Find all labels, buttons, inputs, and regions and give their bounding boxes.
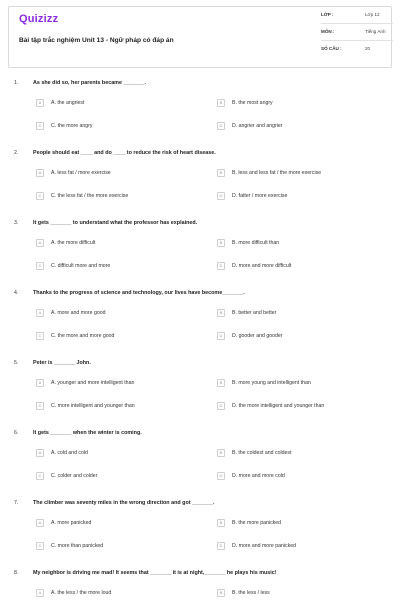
option-letter-box[interactable]: C <box>36 332 44 340</box>
meta-label: LỚP : <box>321 12 334 17</box>
option-letter-box[interactable]: B <box>217 449 225 457</box>
option-text: B. the most angry <box>232 100 273 106</box>
option-text: A. the more difficult <box>51 240 96 246</box>
option-letter-box[interactable]: A <box>36 589 44 597</box>
option-text: B. the coldest and coldest <box>232 450 292 456</box>
option-letter-box[interactable]: A <box>36 99 44 107</box>
option-text: A. younger and more intelligent than <box>51 380 135 386</box>
option-letter-box[interactable]: D <box>217 122 225 130</box>
quizizz-logo: Quizizz <box>19 13 59 25</box>
option-text: D. angrier and angrier <box>232 123 283 129</box>
question-text: People should eat ____ and do ____ to reduce the risk of heart disease. <box>33 150 216 156</box>
option-letter-box[interactable]: D <box>217 542 225 550</box>
option-text: B. more young and intelligent than <box>232 380 311 386</box>
option-letter-box[interactable]: D <box>217 402 225 410</box>
worksheet-header <box>8 6 392 68</box>
option-letter-box[interactable]: C <box>36 402 44 410</box>
meta-row-grade <box>321 7 393 24</box>
option-letter-box[interactable]: B <box>217 99 225 107</box>
option-letter-box[interactable]: D <box>217 262 225 270</box>
question-number: 8. <box>14 570 19 576</box>
meta-table <box>321 7 393 67</box>
option-letter-box[interactable]: A <box>36 449 44 457</box>
option-letter-box[interactable]: B <box>217 519 225 527</box>
question-number: 2. <box>14 150 19 156</box>
question-text: The climber was seventy miles in the wrong direction and got _______. <box>33 500 215 506</box>
option-letter-box[interactable]: B <box>217 589 225 597</box>
option-letter-box[interactable]: C <box>36 542 44 550</box>
question-number: 5. <box>14 360 19 366</box>
option-letter-box[interactable]: B <box>217 309 225 317</box>
option-text: A. more and more good <box>51 310 106 316</box>
option-text: D. more and more cold <box>232 473 285 479</box>
question-text: Peter is _______ John. <box>33 360 91 366</box>
option-text: C. more intelligent and younger than <box>51 403 135 409</box>
option-letter-box[interactable]: A <box>36 309 44 317</box>
option-letter-box[interactable]: C <box>36 262 44 270</box>
option-text: C. difficult more and more <box>51 263 111 269</box>
meta-row-count <box>321 41 393 58</box>
option-letter-box[interactable]: D <box>217 472 225 480</box>
question-number: 4. <box>14 290 19 296</box>
option-text: D. gooder and gooder <box>232 333 283 339</box>
option-text: D. more and more difficult <box>232 263 292 269</box>
option-letter-box[interactable]: B <box>217 379 225 387</box>
option-text: A. less fat / more exercise <box>51 170 111 176</box>
meta-value: Tiếng Anh <box>365 29 386 34</box>
option-letter-box[interactable]: C <box>36 122 44 130</box>
option-text: C. colder and colder <box>51 473 98 479</box>
question-text: As she did so, her parents became _______. <box>33 80 146 86</box>
meta-value: 20 <box>365 46 371 51</box>
question-text: It gets _______ to understand what the professor has explained. <box>33 220 198 226</box>
option-text: A. cold and cold <box>51 450 88 456</box>
question-number: 7. <box>14 500 19 506</box>
option-text: A. the less / the more loud <box>51 590 112 596</box>
option-letter-box[interactable]: D <box>217 332 225 340</box>
question-text: My neighbor is driving me mad! It seems that _______ it is at night,_______ he plays his music! <box>33 570 277 576</box>
option-text: D. more and more panicked <box>232 543 297 549</box>
option-letter-box[interactable]: D <box>217 192 225 200</box>
option-letter-box[interactable]: C <box>36 192 44 200</box>
option-text: C. more than panicked <box>51 543 104 549</box>
option-text: C. the more angry <box>51 123 93 129</box>
question-number: 3. <box>14 220 19 226</box>
option-text: B. more difficult than <box>232 240 280 246</box>
option-text: B. better and better <box>232 310 277 316</box>
question-number: 1. <box>14 80 19 86</box>
question-text: It gets _______ when the winter is coming. <box>33 430 142 436</box>
meta-row-subject <box>321 24 393 41</box>
option-text: B. less and less fat / the more exercise <box>232 170 322 176</box>
option-letter-box[interactable]: A <box>36 519 44 527</box>
meta-label: MÔN : <box>321 29 335 34</box>
option-letter-box[interactable]: C <box>36 472 44 480</box>
option-letter-box[interactable]: A <box>36 379 44 387</box>
option-text: B. the less / less <box>232 590 270 596</box>
option-letter-box[interactable]: A <box>36 169 44 177</box>
meta-value: Lớp 12 <box>365 12 380 17</box>
meta-label: SỐ CÂU : <box>321 46 342 51</box>
option-text: A. more panicked <box>51 520 92 526</box>
option-text: C. the more and more good <box>51 333 115 339</box>
option-text: A. the angriest <box>51 100 85 106</box>
option-text: D. fatter / more exercise <box>232 193 288 199</box>
question-number: 6. <box>14 430 19 436</box>
option-letter-box[interactable]: A <box>36 239 44 247</box>
page-title: Bài tập trắc nghiệm Unit 13 - Ngữ pháp có đáp án <box>19 37 174 44</box>
question-text: Thanks to the progress of science and technology, our lives have become_______. <box>33 290 245 296</box>
option-text: C. the less fat / the more exercise <box>51 193 129 199</box>
option-text: B. the more panicked <box>232 520 282 526</box>
option-letter-box[interactable]: B <box>217 169 225 177</box>
option-letter-box[interactable]: B <box>217 239 225 247</box>
option-text: D. the more intelligent and younger than <box>232 403 325 409</box>
